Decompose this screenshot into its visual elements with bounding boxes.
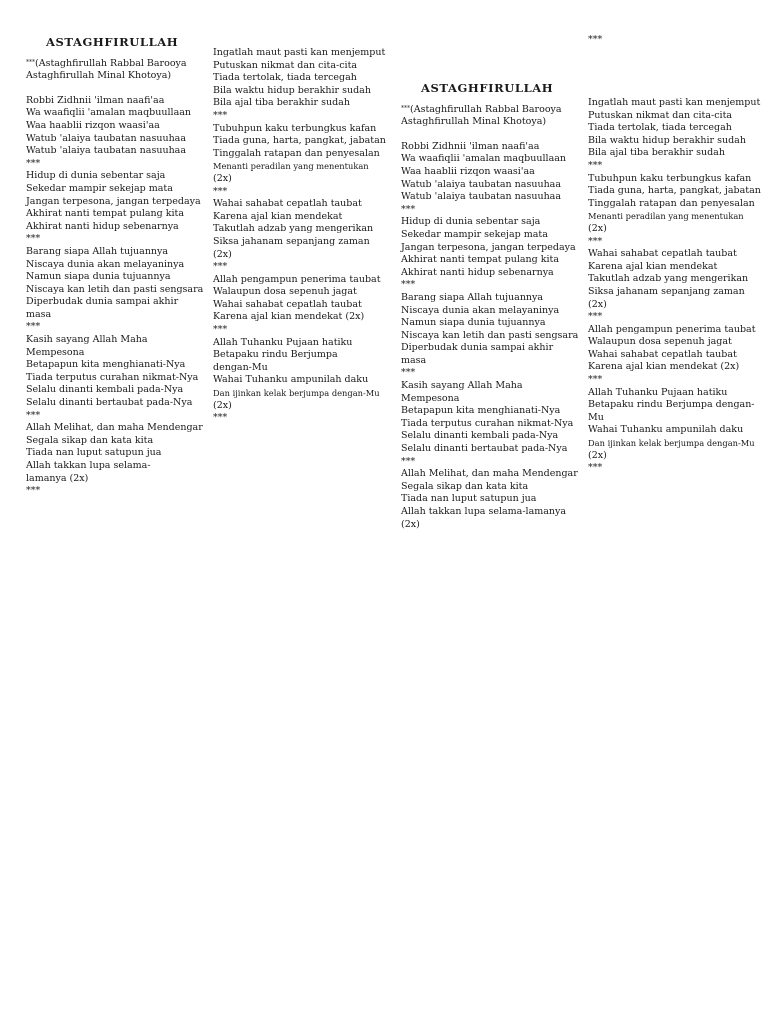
lyric-line: Barang siapa Allah tujuannya xyxy=(401,291,544,303)
verse-separator: *** xyxy=(588,462,603,474)
verse-separator: *** xyxy=(588,235,603,247)
verse-separator: *** xyxy=(213,324,228,336)
lyric-line: Tiada guna, harta, pangkat, jabatan xyxy=(588,185,761,197)
lyric-line: Selalu dinanti bertaubat pada-Nya xyxy=(26,397,193,409)
right-verse-7 xyxy=(588,172,761,249)
lyric-line: Wahai sahabat cepatlah taubat xyxy=(213,298,362,310)
lyric-line: Bila ajal tiba berakhir sudah xyxy=(213,97,350,109)
lyric-line: Kasih sayang Allah Maha Mempesona xyxy=(401,380,523,404)
lyric-line: Putuskan nikmat dan cita-cita xyxy=(213,59,358,71)
lyric-line: Watub 'alaiya taubatan nasuuhaa xyxy=(26,132,187,144)
lyric-line: Wahai sahabat cepatlah taubat xyxy=(588,248,737,260)
right-page-column-1 xyxy=(401,81,579,531)
lyric-line: (2x) xyxy=(588,449,607,461)
lyric-line: Tinggalah ratapan dan penyesalan xyxy=(588,197,755,209)
lyric-line: Siksa jahanam sepanjang zaman (2x) xyxy=(588,285,745,310)
lyric-line: Akhirat nanti tempat pulang kita xyxy=(26,208,185,220)
lyric-line: Akhirat nanti hidup sebenarnya xyxy=(26,220,179,232)
lyric-line: Hidup di dunia sebentar saja xyxy=(26,170,166,182)
lyric-line: Allah Melihat, dan maha Mendengar xyxy=(26,422,203,434)
lyric-line: (2x) xyxy=(213,399,232,411)
left-verse-4 xyxy=(26,334,199,422)
verse-separator: *** xyxy=(588,159,603,171)
left-page-column-2 xyxy=(213,47,386,425)
lyric-line: Jangan terpesona, jangan terpedaya xyxy=(401,241,576,253)
lyric-line: Ingatlah maut pasti kan menjemput xyxy=(588,97,761,108)
lyric-line: Namun siapa dunia tujuannya xyxy=(401,317,546,329)
lyric-line: Niscaya dunia akan melayaninya xyxy=(401,304,560,316)
lyric-line: Sekedar mampir sekejap mata xyxy=(401,228,548,240)
lyric-line: Allah Melihat, dan maha Mendengar xyxy=(401,468,578,480)
left-intro-text: (Astaghfirullah Rabbal Barooya Astaghfirullah Minal Khotoya) xyxy=(26,57,187,82)
verse-separator: *** xyxy=(401,367,416,379)
lyric-line: Tiada guna, harta, pangkat, jabatan xyxy=(213,135,386,147)
lyric-line: Siksa jahanam sepanjang zaman (2x) xyxy=(213,235,370,260)
left-verse-6 xyxy=(213,47,386,123)
lyric-line: Tiada terputus curahan nikmat-Nya xyxy=(401,417,574,429)
lyric-line: Wahai Tuhanku ampunilah daku xyxy=(213,374,369,386)
right-intro xyxy=(401,103,571,129)
right-intro-text: (Astaghfirullah Rabbal Barooya Astaghfirullah Minal Khotoya) xyxy=(401,103,562,128)
lyric-line: Allah Tuhanku Pujaan hatiku xyxy=(213,336,353,348)
left-page-title: ASTAGHFIRULLAH xyxy=(46,35,179,49)
lyric-line: Robbi Zidhnii 'ilman naafi'aa xyxy=(26,94,165,106)
verse-separator: *** xyxy=(588,311,603,323)
lyric-line: Hidup di dunia sebentar saja xyxy=(401,216,541,228)
lyric-line: Watub 'alaiya taubatan nasuuhaa xyxy=(401,191,562,203)
lyric-line: Karena ajal kian mendekat (2x) xyxy=(213,311,365,323)
lyric-line: Jangan terpesona, jangan terpedaya xyxy=(26,195,201,207)
lyric-line: Menanti peradilan yang menentukan xyxy=(213,161,369,172)
right-page-column-2 xyxy=(588,97,761,475)
lyric-line: (2x) xyxy=(588,222,607,234)
lyric-line: Akhirat nanti hidup sebenarnya xyxy=(401,266,554,278)
lyric-line: Tinggalah ratapan dan penyesalan xyxy=(213,147,380,159)
lyric-line: Diperbudak dunia sampai akhir masa xyxy=(26,296,179,320)
lyric-line: Allah takkan lupa selama-lamanya (2x) xyxy=(26,460,151,484)
lyric-line: Watub 'alaiya taubatan nasuuhaa xyxy=(401,178,562,190)
lyric-line: Betapaku rindu Berjumpa dengan-Mu xyxy=(588,399,755,423)
lyric-line: Putuskan nikmat dan cita-cita xyxy=(588,109,733,121)
lyric-line: Kasih sayang Allah Maha Mempesona xyxy=(26,334,148,358)
lyric-line: Bila waktu hidup berakhir sudah xyxy=(213,84,371,96)
verse-separator: *** xyxy=(26,485,41,497)
lyric-line: Selalu dinanti bertaubat pada-Nya xyxy=(401,443,568,455)
verse-separator: *** xyxy=(26,233,41,245)
lyric-line: Ingatlah maut pasti kan menjemput xyxy=(213,47,386,58)
verse-separator: *** xyxy=(588,374,603,386)
lyric-line: (2x) xyxy=(213,172,232,184)
right-intro-marker: *** xyxy=(401,104,410,112)
lyric-line: Robbi Zidhnii 'ilman naafi'aa xyxy=(401,140,540,152)
verse-separator: *** xyxy=(213,185,228,197)
left-verse-1 xyxy=(26,95,191,171)
lyric-line: Tiada tertolak, tiada tercegah xyxy=(213,72,357,84)
left-page-column-1 xyxy=(26,35,204,498)
lyric-line: Allah pengampun penerima taubat xyxy=(588,323,756,335)
right-verse-4 xyxy=(401,380,574,468)
lyric-line: Allah pengampun penerima taubat xyxy=(213,273,381,285)
lyric-line: Wahai Tuhanku ampunilah daku xyxy=(588,424,744,436)
left-intro xyxy=(26,57,191,83)
left-verse-5 xyxy=(26,422,203,498)
lyric-line: Karena ajal kian mendekat (2x) xyxy=(588,361,740,373)
lyric-line: Waa haablii rizqon waasi'aa xyxy=(26,119,160,131)
lyric-line: Barang siapa Allah tujuannya xyxy=(26,245,169,257)
lyric-line: Diperbudak dunia sampai akhir masa xyxy=(401,342,554,366)
lyric-line: Selalu dinanti kembali pada-Nya xyxy=(401,430,559,442)
lyric-line: Segala sikap dan kata kita xyxy=(401,480,529,492)
right-verse-5 xyxy=(401,468,578,531)
lyric-line: Wa waafiqlii 'amalan maqbuullaan xyxy=(401,153,567,165)
verse-separator: *** xyxy=(401,279,416,291)
lyric-line: Wa waafiqlii 'amalan maqbuullaan xyxy=(26,107,192,119)
lyric-line: Takutlah adzab yang mengerikan xyxy=(213,223,374,235)
lyric-line: Betapapun kita menghianati-Nya xyxy=(26,359,186,371)
lyric-line: Tiada tertolak, tiada tercegah xyxy=(588,122,732,134)
lyric-line: Niscaya kan letih dan pasti sengsara xyxy=(401,329,579,341)
lyric-line: Menanti peradilan yang menentukan xyxy=(588,211,744,222)
lyric-line: Allah takkan lupa selama-lamanya (2x) xyxy=(401,506,567,530)
lyric-line: Walaupun dosa sepenuh jagat xyxy=(588,336,732,348)
lyric-line: Segala sikap dan kata kita xyxy=(26,434,154,446)
verse-separator: *** xyxy=(213,412,228,424)
lyric-line: Tubuhpun kaku terbungkus kafan xyxy=(588,172,752,184)
lyric-line: Tiada nan luput satupun jua xyxy=(401,493,537,505)
right-page-title: ASTAGHFIRULLAH xyxy=(421,81,554,95)
verse-separator: *** xyxy=(213,261,228,273)
spacer xyxy=(26,83,191,95)
left-intro-marker: *** xyxy=(26,58,35,66)
left-verse-7 xyxy=(213,122,386,199)
right-verse-10 xyxy=(588,387,758,475)
left-verse-10 xyxy=(213,337,378,425)
left-verse-8 xyxy=(213,198,378,274)
lyric-line: Niscaya dunia akan melayaninya xyxy=(26,258,185,270)
lyric-line: Dan ijinkan kelak berjumpa dengan-Mu xyxy=(588,438,755,449)
lyric-line: Karena ajal kian mendekat xyxy=(213,210,343,222)
right-verse-6 xyxy=(588,97,761,173)
lyric-line: Karena ajal kian mendekat xyxy=(588,260,718,272)
left-verse-3 xyxy=(26,245,204,334)
right-top-separator: *** xyxy=(588,34,603,45)
verse-separator: *** xyxy=(26,157,41,169)
lyric-line: Tiada nan luput satupun jua xyxy=(26,447,162,459)
spacer xyxy=(401,129,571,141)
lyric-line: Bila waktu hidup berakhir sudah xyxy=(588,134,746,146)
verse-separator: *** xyxy=(26,321,41,333)
verse-separator: *** xyxy=(401,203,416,215)
left-verse-9 xyxy=(213,273,381,337)
lyric-line: Selalu dinanti kembali pada-Nya xyxy=(26,384,184,396)
lyric-line: Bila ajal tiba berakhir sudah xyxy=(588,147,725,159)
lyric-line: Takutlah adzab yang mengerikan xyxy=(588,273,749,285)
right-verse-1 xyxy=(401,141,571,217)
verse-separator: *** xyxy=(26,409,41,421)
lyric-line: Sekedar mampir sekejap mata xyxy=(26,182,173,194)
right-verse-3 xyxy=(401,291,579,380)
verse-separator: *** xyxy=(213,109,228,121)
right-verse-9 xyxy=(588,324,758,387)
left-verse-2 xyxy=(26,170,201,246)
lyric-line: Betapaku rindu Berjumpa dengan-Mu xyxy=(213,349,338,373)
lyric-line: Walaupun dosa sepenuh jagat xyxy=(213,286,357,298)
lyric-line: Watub 'alaiya taubatan nasuuhaa xyxy=(26,145,187,157)
right-verse-2 xyxy=(401,216,576,292)
lyric-line: Waa haablii rizqon waasi'aa xyxy=(401,165,535,177)
lyric-line: Wahai sahabat cepatlah taubat xyxy=(588,348,737,360)
lyric-line: Akhirat nanti tempat pulang kita xyxy=(401,254,560,266)
lyric-line: Wahai sahabat cepatlah taubat xyxy=(213,198,362,210)
verse-separator: *** xyxy=(401,455,416,467)
lyric-line: Allah Tuhanku Pujaan hatiku xyxy=(588,386,728,398)
lyric-line: Namun siapa dunia tujuannya xyxy=(26,271,171,283)
right-verse-8 xyxy=(588,248,758,324)
lyric-line: Niscaya kan letih dan pasti sengsara xyxy=(26,283,204,295)
lyric-line: Dan ijinkan kelak berjumpa dengan-Mu xyxy=(213,388,380,399)
lyric-line: Tiada terputus curahan nikmat-Nya xyxy=(26,371,199,383)
lyric-line: Tubuhpun kaku terbungkus kafan xyxy=(213,122,377,134)
lyric-line: Betapapun kita menghianati-Nya xyxy=(401,405,561,417)
